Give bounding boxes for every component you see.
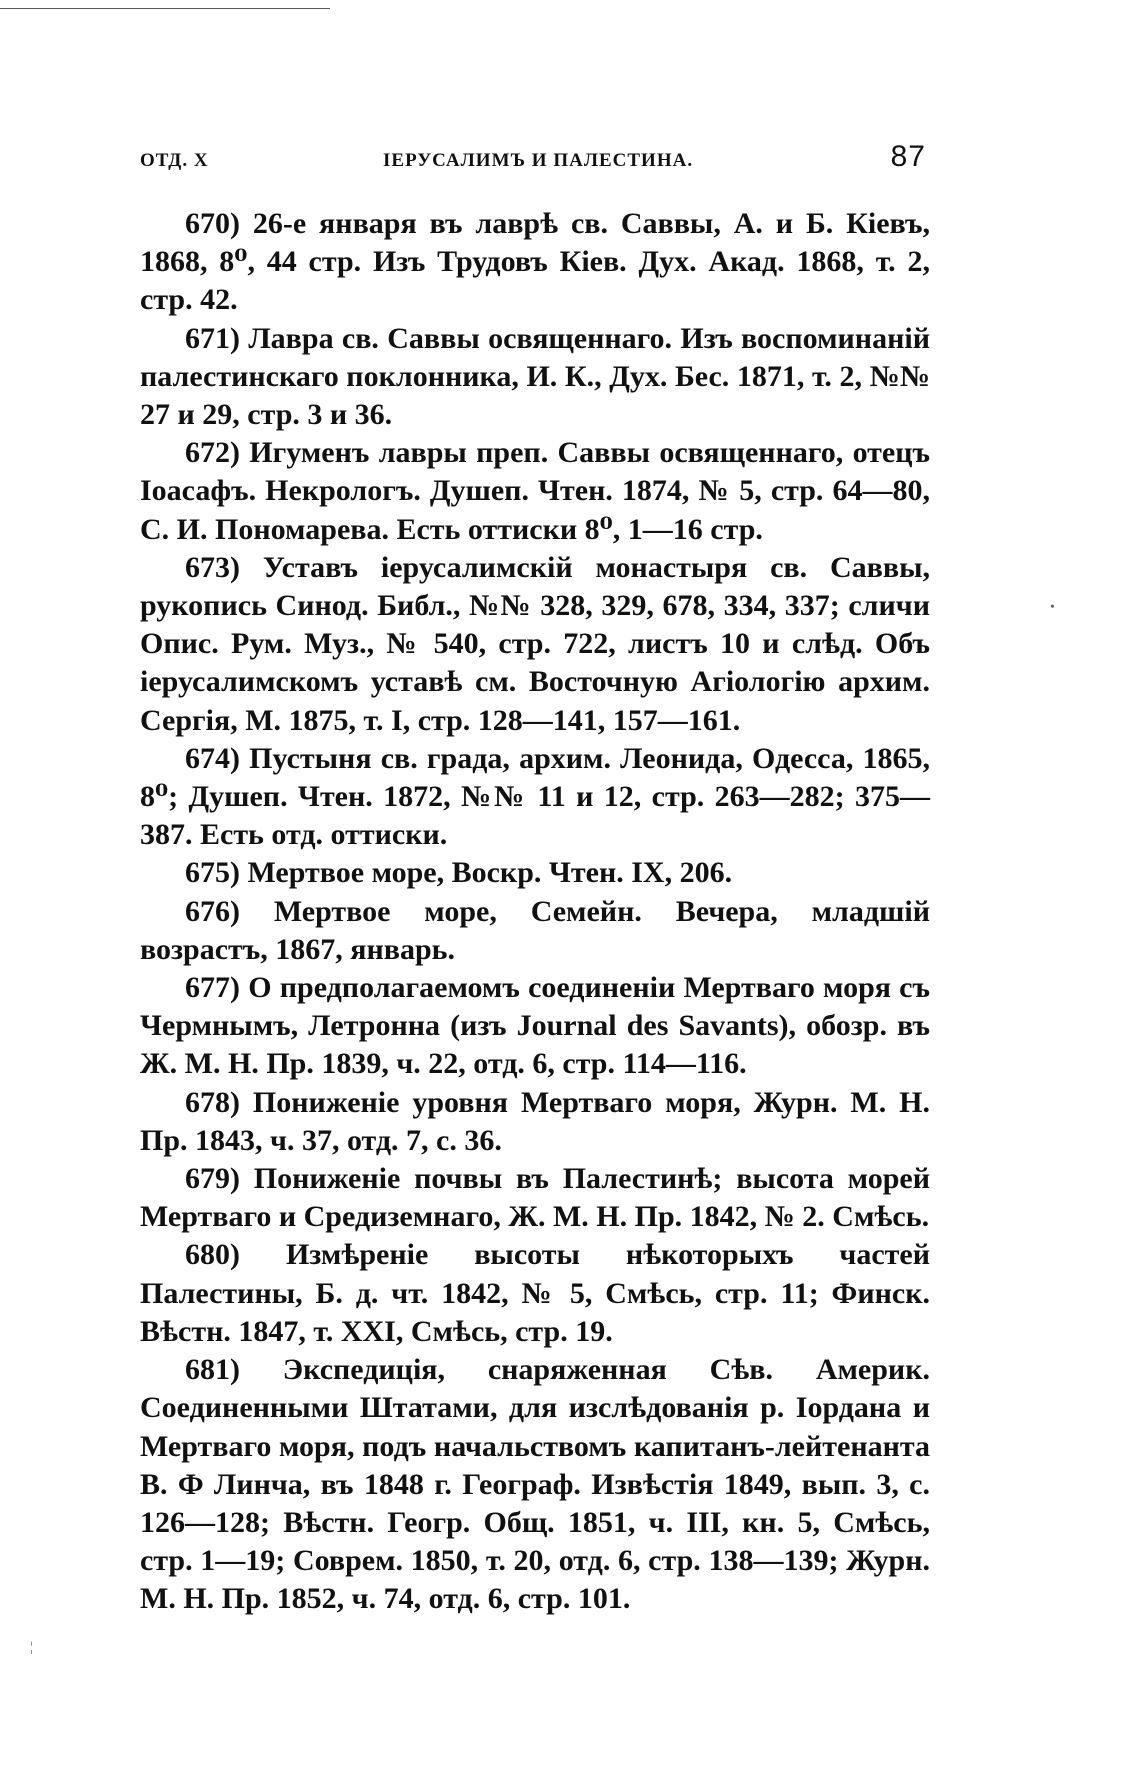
entry-676: 676) Мертвое море, Семейн. Вечера, младшій возрастъ, 1867, январь. [140, 894, 930, 966]
running-title: ІЕРУСАЛИМЪ И ПАЛЕСТИНА. [383, 150, 694, 171]
margin-dot: • [1050, 600, 1055, 615]
entry-670: 670) 26-е января въ лаврѣ св. Саввы, А. и Б. Кіевъ, 1868, 8⁰, 44 стр. Изъ Трудовъ Кіев. Дух. Акад. 1868, т. 2, стр. 42. [140, 207, 930, 317]
entry-678: 678) Пониженіе уровня Мертваго моря, Журн. М. Н. Пр. 1843, ч. 37, отд. 7, с. 36. [140, 1085, 930, 1157]
page-number: 87 [890, 140, 926, 173]
entry-672: 672) Игуменъ лавры преп. Саввы освященнаго, отецъ Іоасафъ. Некрологъ. Душеп. Чтен. 1874, № 5, стр. 64—80, С. И. Пономарева. Есть оттиски 8⁰, 1—16 стр. [140, 436, 930, 546]
entry-680: 680) Измѣреніе высоты нѣкоторыхъ частей Палестины, Б. д. чт. 1842, № 5, Смѣсь, стр. 11; Финск. Вѣстн. 1847, т. XXI, Смѣсь, стр. 19. [140, 1238, 930, 1348]
margin-speck: ¦ [30, 1640, 33, 1655]
entry-681: 681) Экспедиція, снаряженная Сѣв. Америк. Соединенными Штатами, для изслѣдованія р. Іордана и Мертваго моря, подъ начальствомъ капитанъ-лейтенанта В. Ф Линча, въ 1848 г. Географ. Извѣстія 1849, вып. 3, с. 126—128; Вѣстн. Геогр. Общ. 1851, ч. III, кн. 5, Смѣсь, стр. 1—19; Соврем. 1850, т. 20, отд. 6, стр. 138—139; Журн. М. Н. Пр. 1852, ч. 74, отд. 6, стр. 101. [140, 1353, 930, 1616]
scan-edge-rule [0, 8, 330, 9]
entry-671: 671) Лавра св. Саввы освященнаго. Изъ воспоминаній палестинскаго поклонника, И. К., Дух. Бес. 1871, т. 2, №№ 27 и 29, стр. 3 и 36. [140, 321, 930, 432]
entry-679: 679) Пониженіе почвы въ Палестинѣ; высота морей Мертваго и Средиземнаго, Ж. М. Н. Пр. 1842, № 2. Смѣсь. [140, 1162, 930, 1234]
section-label: ОТД. X [140, 150, 209, 171]
entry-673: 673) Уставъ іерусалимскій монастыря св. Саввы, рукопись Синод. Библ., №№ 328, 329, 678, 334, 337; сличи Опис. Рум. Муз., № 540, стр. 722, листъ 10 и слѣд. Объ іерусалимскомъ уставѣ см. Восточную Агіологію архим. Сергія, М. 1875, т. I, стр. 128—141, 157—161. [140, 550, 930, 737]
entry-675: 675) Мертвое море, Воскр. Чтен. IX, 206. [185, 856, 733, 890]
entry-674: 674) Пустыня св. града, архим. Леонида, Одесса, 1865, 8⁰; Душеп. Чтен. 1872, №№ 11 и 12, стр. 263—282; 375—387. Есть отд. оттиски. [140, 741, 930, 852]
bibliography-list [140, 205, 930, 1619]
running-header [140, 140, 926, 180]
entry-677: 677) О предполагаемомъ соединеніи Мертваго моря съ Чермнымъ, Летронна (изъ Journal des Savants), обозр. въ Ж. М. Н. Пр. 1839, ч. 22, отд. 6, стр. 114—116. [140, 971, 930, 1081]
